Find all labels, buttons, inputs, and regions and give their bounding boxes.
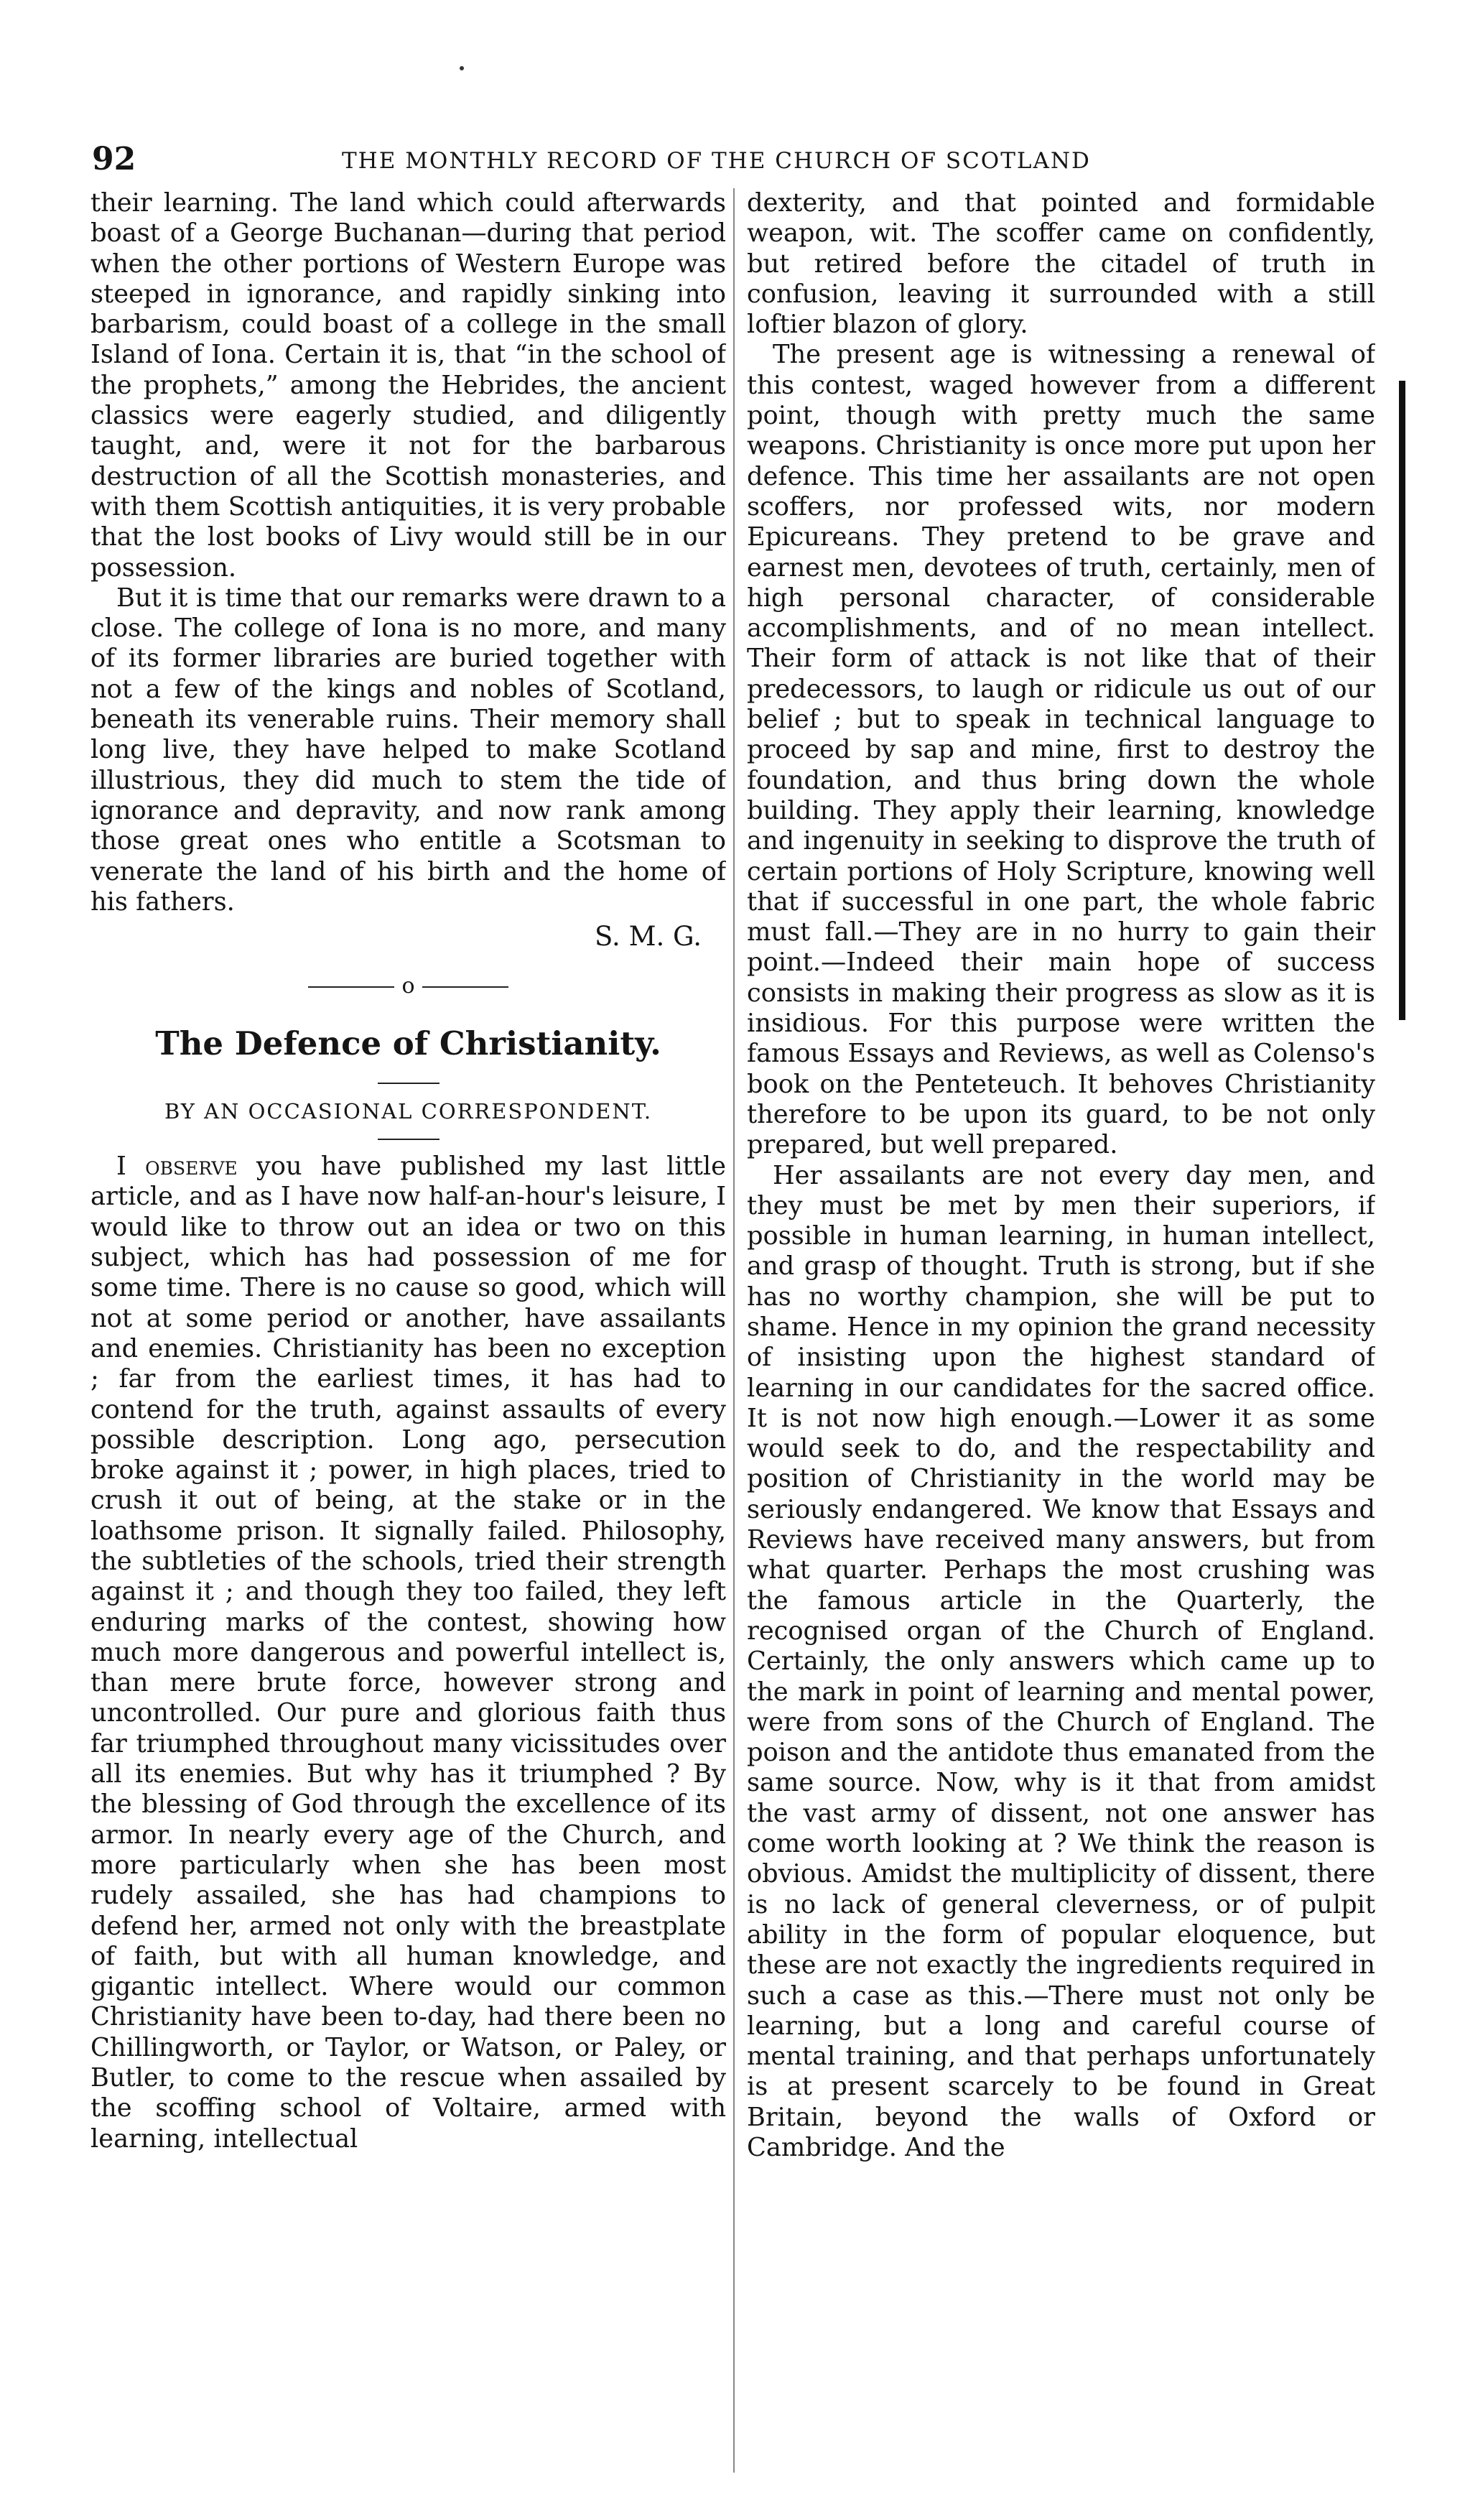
print-speck — [460, 66, 464, 70]
section-divider — [90, 956, 726, 1016]
paragraph-assailants: Her assailants are not every day men, and they must be met by men their superiors, if possible in human learning, in human intellect, and grasp of thought. Truth is strong, but if she has no worthy champion, she will be put to shame. Hence in my opinion the grand necessity of insisting upon the highest standard of learning in our candidates for the sacred office. It is not now high enough.—Lower it as some would seek to do, and the respectability and position of Christianity in the world may be seriously endangered. We know that Essays and Reviews have received many answers, but from what quarter. Perhaps the most crushing was the famous article in the Quarterly, the recognised organ of the Church of England. Certainly, the only answers which came up to the mark in point of learning and mental power, were from sons of the Church of England. The poison and the antidote thus emanated from the same source. Now, why is it that from amidst the vast army of dissent, not one answer has come worth looking at ? We think the reason is obvious. Amidst the multiplicity of dissent, there is no lack of general cleverness, or of pulpit ability in the form of popular eloquence, but these are not exactly the ingredients required in such a case as this.—There must not only be learning, but a long and careful course of mental training, and that perhaps unfortunately is at present scarcely to be found in Great Britain, beyond the walls of Oxford or Cambridge. And the — [747, 1160, 1375, 2162]
paragraph-defence-intro-text: you have published my last little article, and as I have now half-an-hour's leisure, I would like to throw out an idea or two on this subject, which has had possession of me for some time. There is no cause so good, which will not at some period or another, have assailants and enemies. Christianity has been no exception ; far from the earliest times, it has had to contend for the truth, against assaults of every possible description. Long ago, persecution broke against it ; power, in high places, tried to crush it out of being, at the stake or in the loathsome prison. It signally failed. Philosophy, the subtleties of the schools, tried their strength against it ; and though they too failed, they left enduring marks of the contest, showing how much more dangerous and powerful intellect is, than mere brute force, however strong and uncontrolled. Our pure and glorious faith thus far triumphed throughout many vicissitudes over all its enemies. But why has it triumphed ? By the blessing of God through the excellence of its armor. In nearly every age of the Church, and more particularly when she has been most rudely assailed, she has had champions to defend her, armed not only with the breastplate of faith, but with all human knowledge, and gigantic intellect. Where would our common Christianity have been to-day, had there been no Chillingworth, or Taylor, or Watson, or Paley, or Butler, to come to the rescue when assailed by the scoffing school of Voltaire, armed with learning, intellectual — [90, 1152, 726, 2154]
lead-in-words: I observe — [116, 1152, 238, 1182]
page-header — [92, 141, 1385, 184]
running-head: THE MONTHLY RECORD OF THE CHURCH OF SCOTLAND — [342, 148, 1091, 174]
article-title: The Defence of Christianity. — [155, 1024, 661, 1063]
paragraph-present-age: The present age is witnessing a renewal of this contest, waged however from a different point, though with pretty much the same weapons. Christianity is once more put upon her defence. This time her assailants are not open scoffers, nor professed wits, nor modern Epicureans. They pretend to be grave and earnest men, devotees of truth, certainly, men of high personal character, of considerable accomplishments, and of no mean intellect. Their form of attack is not like that of their predecessors, to laugh or ridicule us out of our belief ; but to speak in technical language to proceed by sap and mine, first to destroy the foundation, and thus bring down the whole building. They apply their learning, knowledge and ingenuity in seeking to disprove the truth of certain portions of Holy Scripture, knowing well that if successful in one part, the whole fabric must fall.—They are in no hurry to gain their point.—Indeed their main hope of success consists in making their progress as slow as it is insidious. For this purpose were written the famous Essays and Reviews, as well as Colenso's book on the Penteteuch. It behoves Christianity therefore to be upon its guard, to be not only prepared, but well prepared. — [747, 340, 1375, 1160]
divider-line-right — [422, 986, 508, 988]
article-byline: BY AN OCCASIONAL CORRESPONDENT. — [164, 1099, 653, 1124]
paragraph-iona-learning: their learning. The land which could afterwards boast of a George Buchanan—during that period when the other portions of Western Europe was steeped in ignorance, and rapidly sinking into barbarism, could boast of a college in the small Island of Iona. Certain it is, that “in the school of the prophets,” among the Hebrides, the ancient classics were eagerly studied, and diligently taught, and, were it not for the barbarous destruction of all the Scottish monasteries, and with them Scottish antiquities, it is very probable that the lost books of Livy would still be in our possession. — [90, 188, 726, 583]
paragraph-scoffer: dexterity, and that pointed and formidable weapon, wit. The scoffer came on confidently, but retired before the citadel of truth in confusion, leaving it surrounded with a still loftier blazon of glory. — [747, 188, 1375, 340]
divider-ornament: o — [401, 973, 415, 999]
paragraph-defence-intro — [90, 1152, 726, 2154]
page-number: 92 — [92, 141, 136, 177]
title-rule — [378, 1083, 440, 1084]
right-column — [747, 188, 1375, 2473]
margin-mark — [1399, 381, 1405, 1020]
author-signature: S. M. G. — [595, 921, 702, 953]
byline-rule — [378, 1139, 440, 1140]
left-column — [90, 188, 726, 2473]
column-divider — [733, 188, 735, 2473]
paragraph-closing-remarks: But it is time that our remarks were drawn to a close. The college of Iona is no more, and many of its former libraries are buried together with not a few of the kings and nobles of Scotland, beneath its venerable ruins. Their memory shall long live, they have helped to make Scotland illustrious, they did much to stem the tide of ignorance and depravity, and now rank among those great ones who entitle a Scotsman to venerate the land of his birth and the home of his fathers. — [90, 583, 726, 917]
divider-line-left — [308, 986, 394, 988]
